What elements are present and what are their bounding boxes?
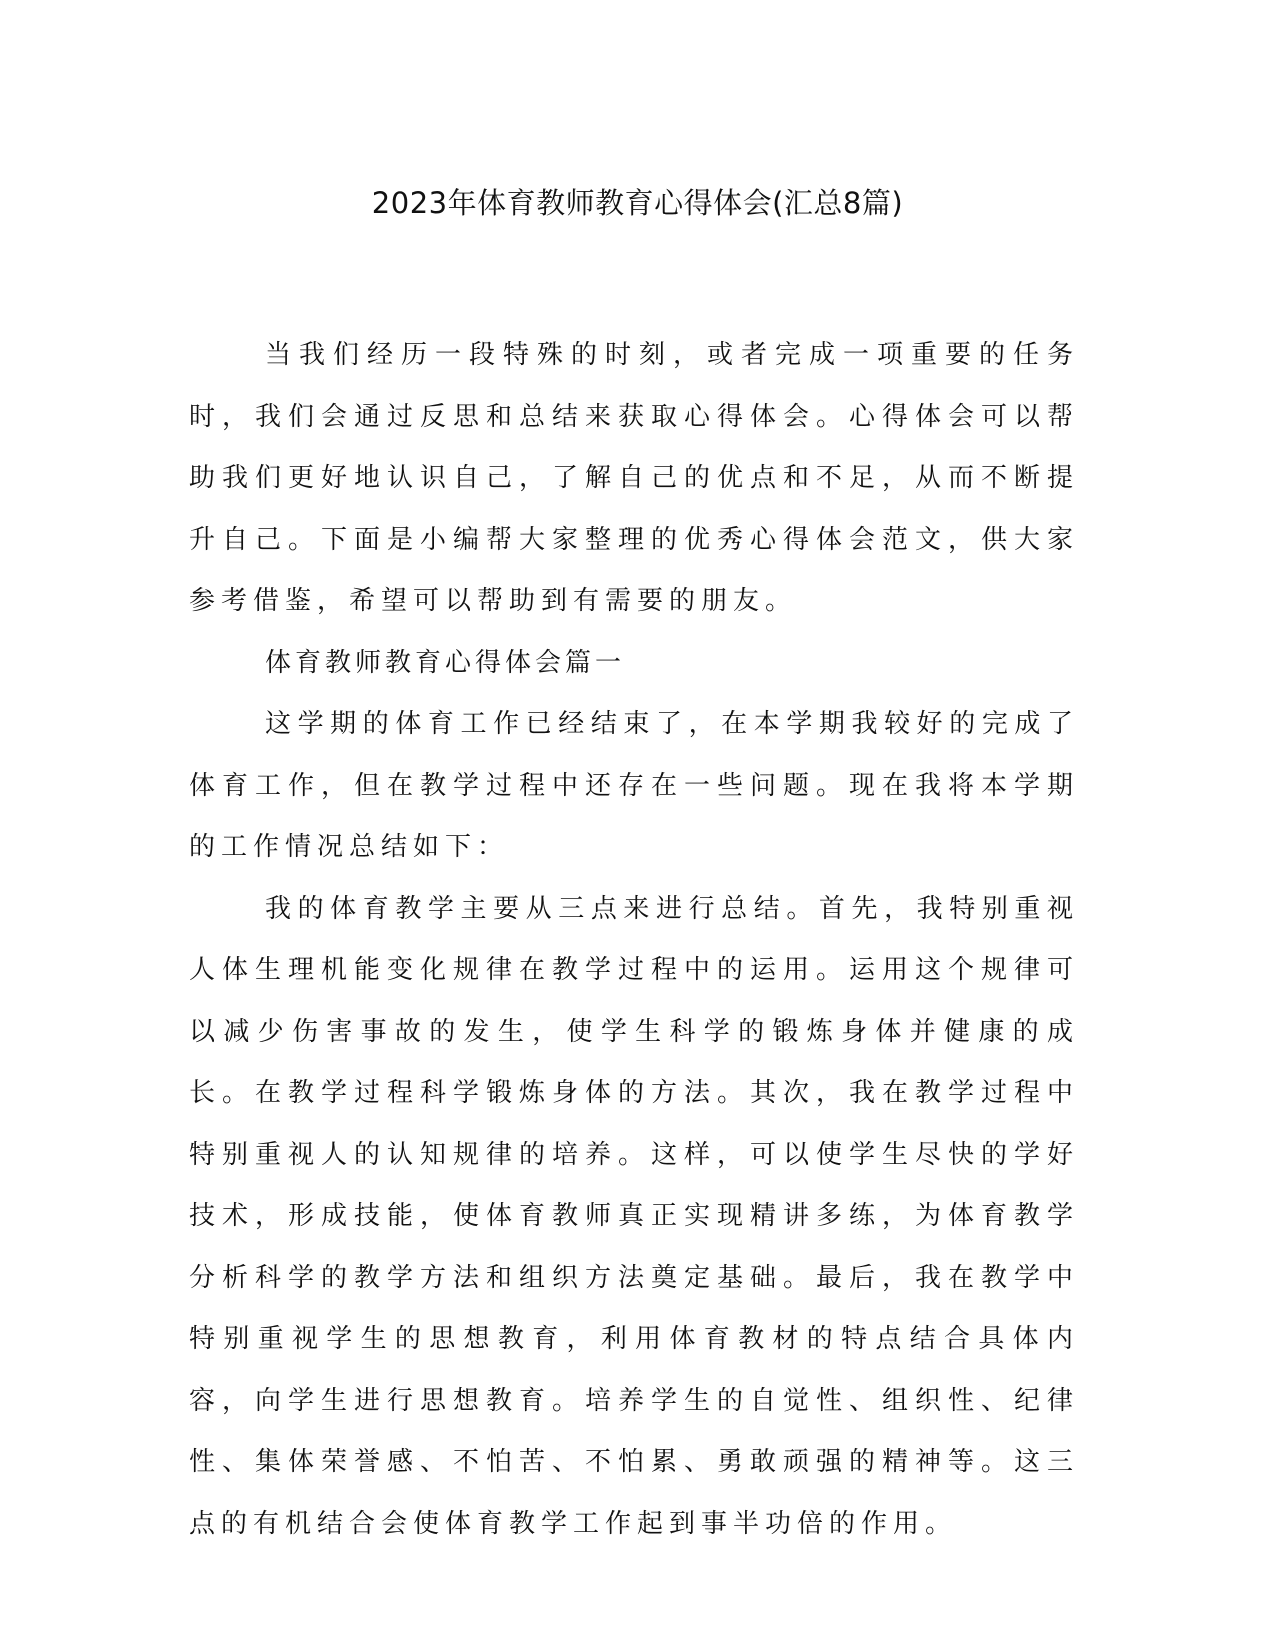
- document-title: 2023年体育教师教育心得体会(汇总8篇): [371, 186, 904, 220]
- body-paragraph-1: 这学期的体育工作已经结束了，在本学期我较好的完成了体育工作，但在教学过程中还存在一些问题。现在我将本学期的工作情况总结如下：: [189, 709, 1079, 862]
- section-heading: 体育教师教育心得体会篇一: [265, 647, 626, 678]
- body-paragraph-2: 我的体育教学主要从三点来进行总结。首先，我特别重视人体生理机能变化规律在教学过程中的运用。运用这个规律可以减少伤害事故的发生，使学生科学的锻炼身体并健康的成长。在教学过程科学锻炼身体的方法。其次，我在教学过程中特别重视人的认知规律的培养。这样，可以使学生尽快的学好技术，形成技能，使体育教师真正实现精讲多练，为体育教学分析科学的教学方法和组织方法奠定基础。最后，我在教学中特别重视学生的思想教育，利用体育教材的特点结合具体内容，向学生进行思想教育。培养学生的自觉性、组织性、纪律性、集体荣誉感、不怕苦、不怕累、勇敢顽强的精神等。这三点的有机结合会使体育教学工作起到事半功倍的作用。: [189, 893, 1079, 1539]
- intro-paragraph: 当我们经历一段特殊的时刻，或者完成一项重要的任务时，我们会通过反思和总结来获取心得体会。心得体会可以帮助我们更好地认识自己，了解自己的优点和不足，从而不断提升自己。下面是小编帮大家整理的优秀心得体会范文，供大家参考借鉴，希望可以帮助到有需要的朋友。: [189, 340, 1079, 616]
- document-body: [189, 325, 1079, 1555]
